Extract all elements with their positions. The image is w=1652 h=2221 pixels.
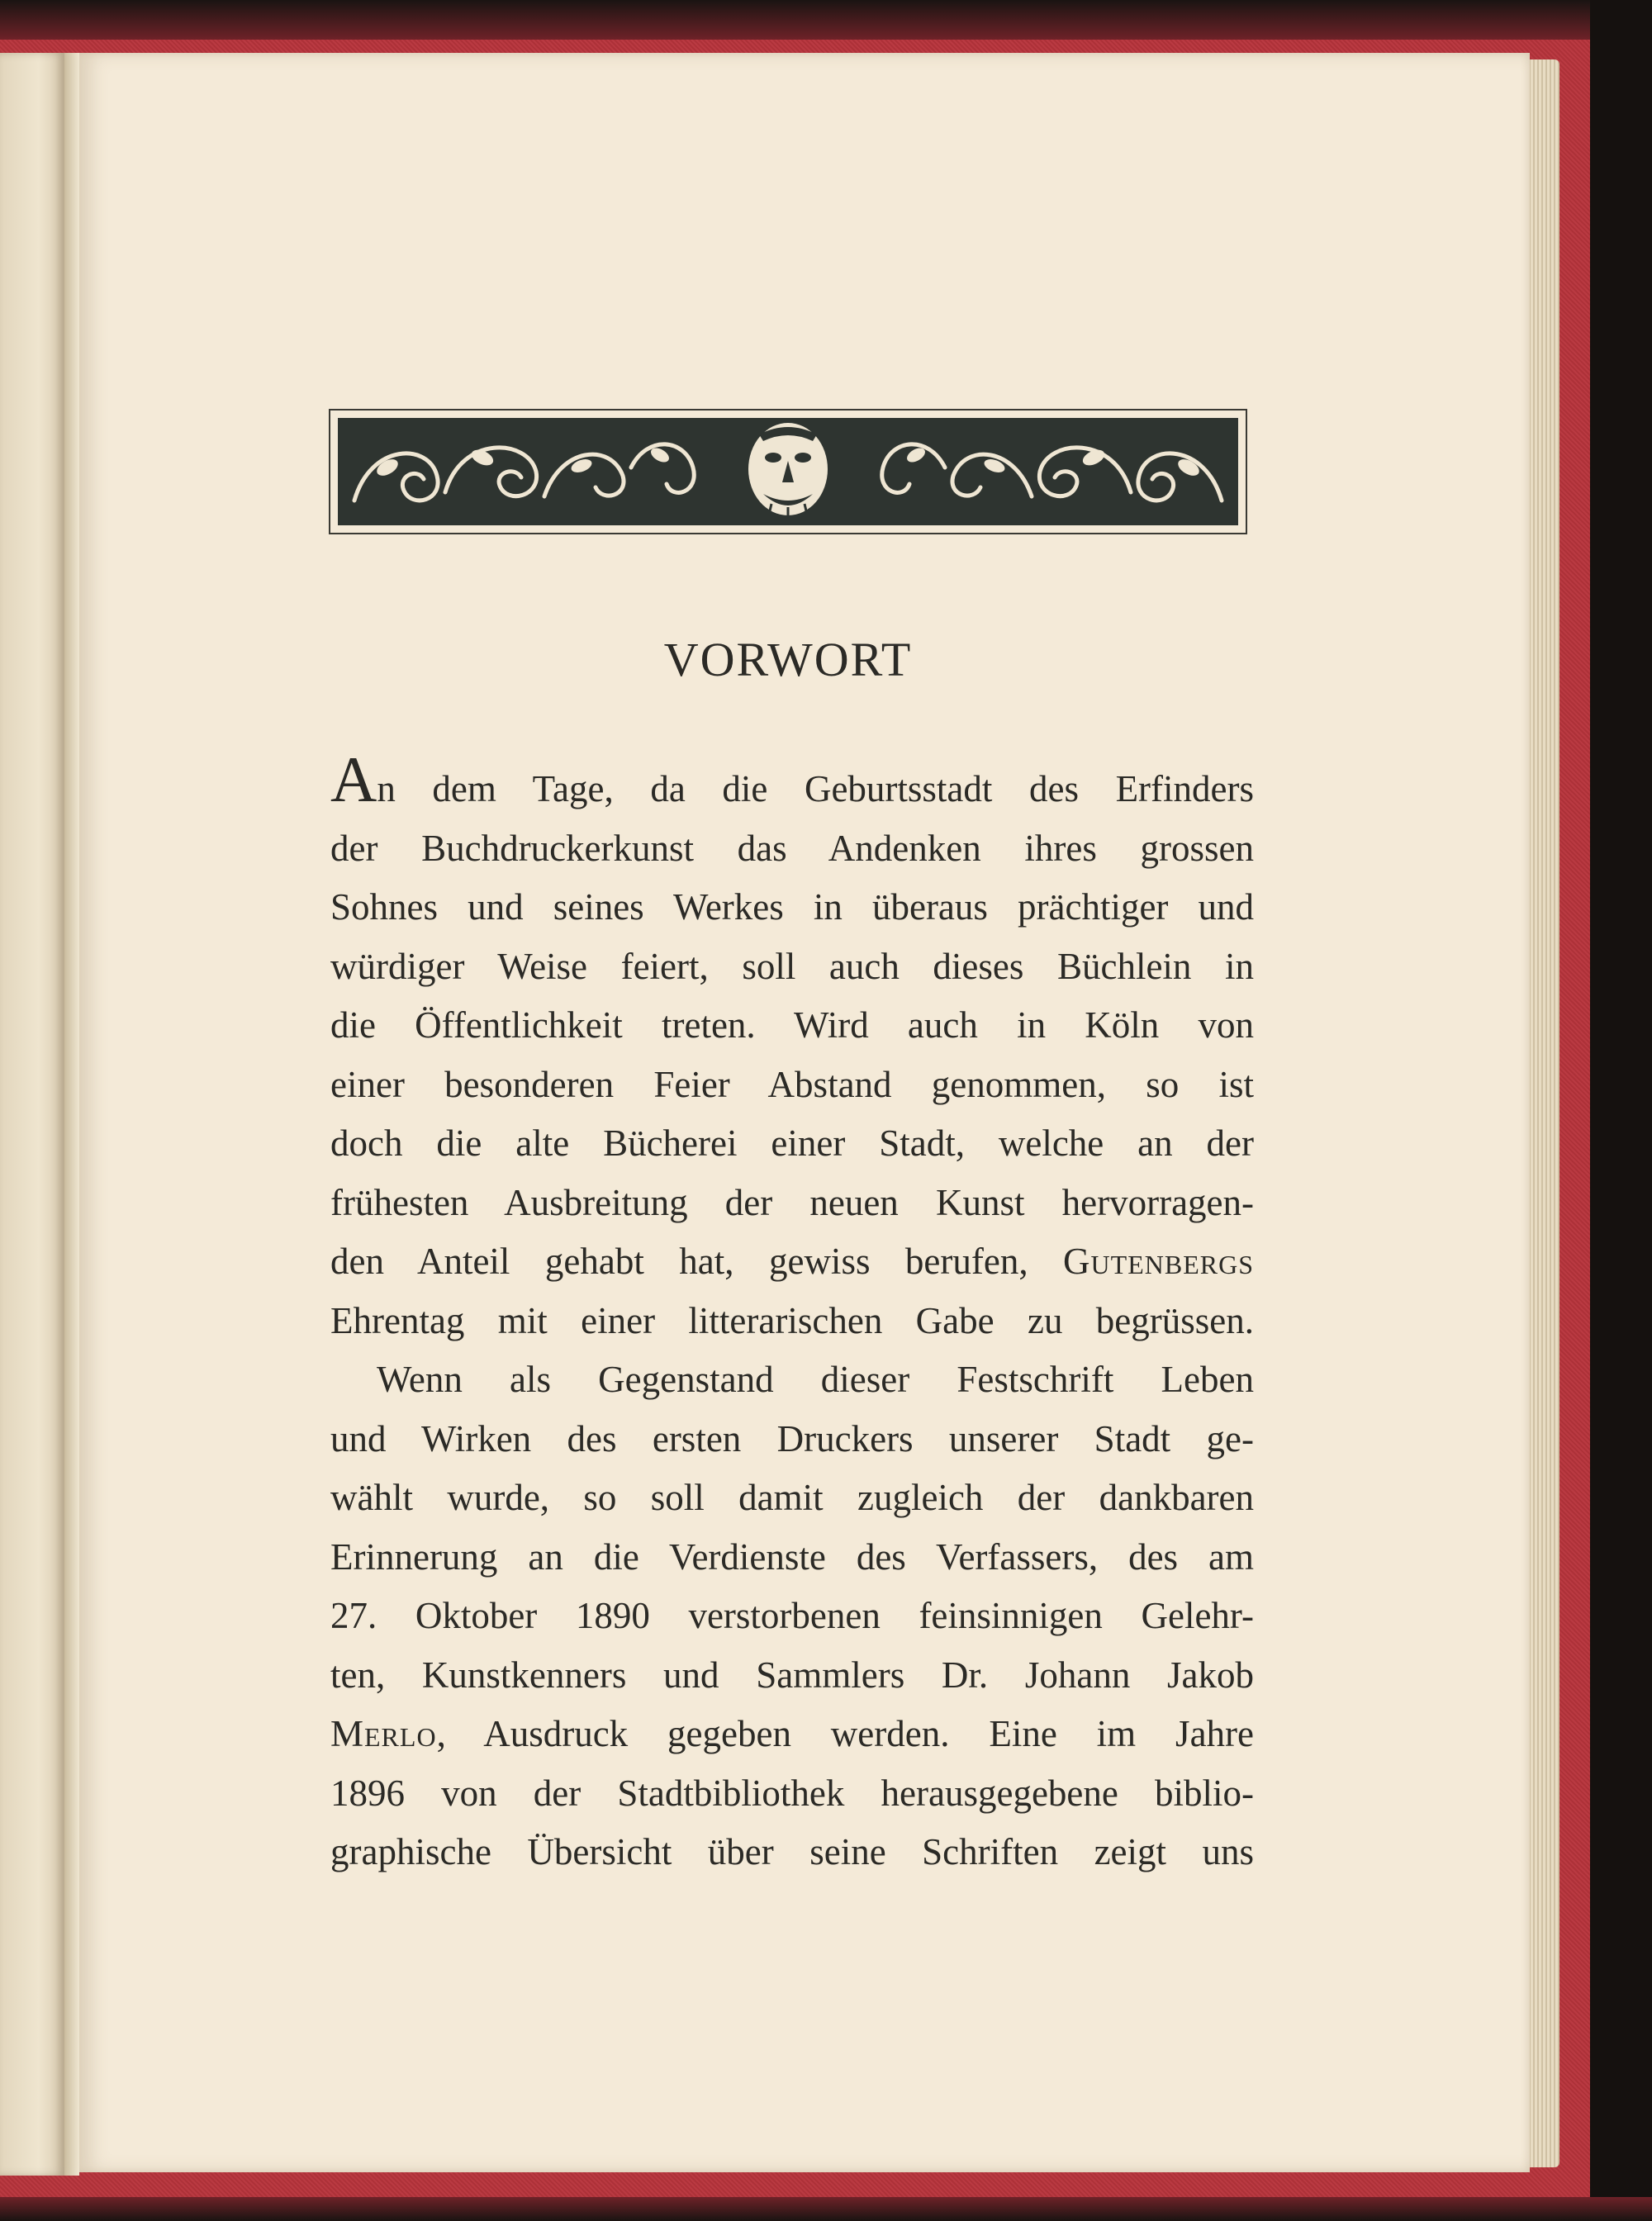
text-line: würdiger Weise feiert, soll auch dieses Büchlein in [330, 945, 1254, 987]
text-line: Ehrentag mit einer litterarischen Gabe zu begrüssen. [330, 1299, 1254, 1341]
book-gutter [64, 53, 79, 2176]
body-text [330, 743, 1254, 1882]
scan-border-right [1590, 0, 1652, 2221]
ornamental-headpiece [329, 409, 1247, 534]
text-line: einer besonderen Feier Abstand genommen, so ist [330, 1063, 1254, 1105]
text-line: Merlo, Ausdruck gegeben werden. Eine im Jahre [330, 1713, 1254, 1754]
name-gutenbergs: Gutenbergs [1063, 1241, 1254, 1282]
text-line: 27. Oktober 1890 verstorbenen feinsinnigen Gelehr- [330, 1595, 1254, 1636]
text-line: Erinnerung an die Verdienste des Verfassers, des am [330, 1535, 1254, 1578]
text-line: ten, Kunstkenners und Sammlers Dr. Johann Jakob [330, 1654, 1254, 1696]
name-merlo: Merlo [330, 1713, 437, 1754]
text-line: der Buchdruckerkunst das Andenken ihres grossen [330, 827, 1254, 869]
scan-border-top [0, 0, 1652, 40]
text-line: Sohnes und seines Werkes in überaus prächtiger und [330, 886, 1254, 928]
text-line: die Öffentlichkeit treten. Wird auch in Köln von [330, 1004, 1254, 1046]
drop-cap: A [330, 743, 377, 815]
left-page-edge [0, 53, 64, 2176]
text-line: 1896 von der Stadtbibliothek herausgegebene biblio- [330, 1772, 1254, 1814]
page-block-edges [1526, 59, 1559, 2167]
text-line: und Wirken des ersten Druckers unserer Stadt ge- [330, 1417, 1254, 1459]
text-line: den Anteil gehabt hat, gewiss berufen, Gutenbergs [330, 1241, 1254, 1282]
text-line: An dem Tage, da die Geburtsstadt des Erfinders [330, 743, 1254, 815]
text-line: Wenn als Gegenstand dieser Festschrift Leben [377, 1359, 1254, 1400]
scan-border-bottom [0, 2197, 1652, 2221]
paragraph-2 [330, 1350, 1254, 1882]
paragraph-1 [330, 743, 1254, 1350]
text-line: doch die alte Bücherei einer Stadt, welche an der [330, 1122, 1254, 1164]
text-line: frühesten Ausbreitung der neuen Kunst hervorragen- [330, 1181, 1254, 1223]
text-line: wählt wurde, so soll damit zugleich der dankbaren [330, 1477, 1254, 1518]
grotesque-mask-and-scrolls-ornament [338, 418, 1238, 525]
text-line: graphische Übersicht über seine Schriften zeigt uns [330, 1831, 1254, 1872]
chapter-title: VORWORT [663, 633, 913, 686]
